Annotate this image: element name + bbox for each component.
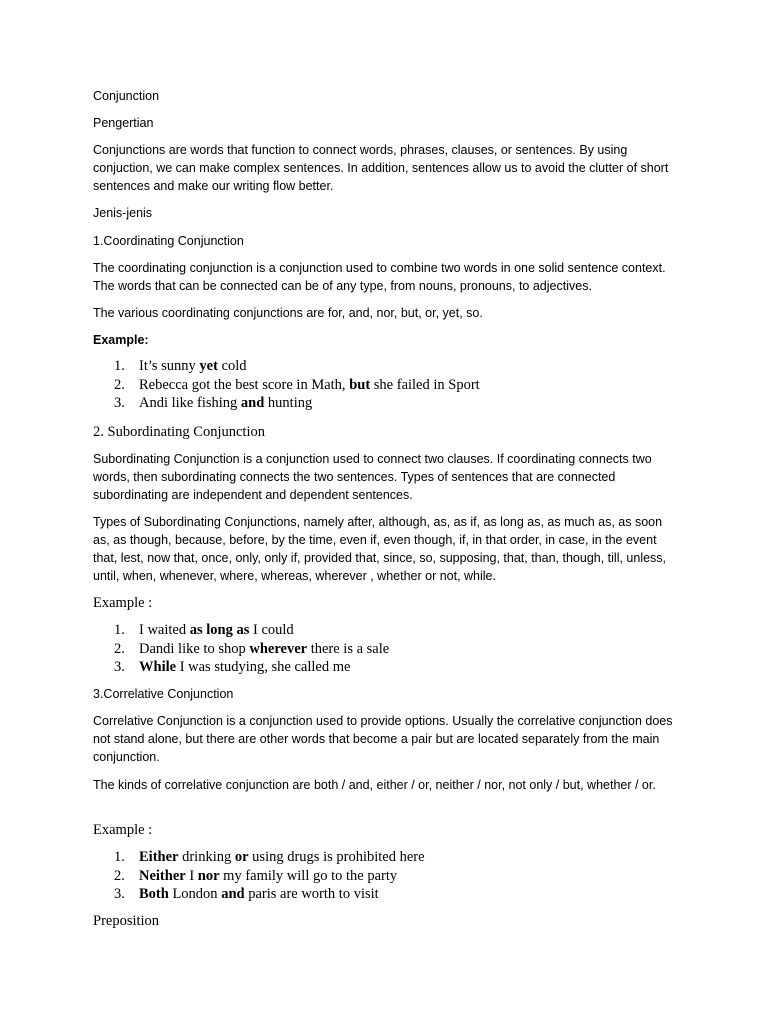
list-number: 3. [114,395,125,411]
pengertian-paragraph: Conjunctions are words that function to connect words, phrases, clauses, or sentences. By using conjuction, we can make complex sentences. In addition, sentences allow us to avoid the clutter of short sentences and make our writing flow better. [93,143,669,193]
subordinating-example-label: Example : [93,595,153,611]
coordinating-example-label: Example: [93,333,149,347]
list-item: 3. Andi like fishing and hunting [114,395,313,411]
preposition-heading: Preposition [93,913,160,929]
subordinating-heading: 2. Subordinating Conjunction [93,424,265,440]
coordinating-list-paragraph: The various coordinating conjunctions are for, and, nor, but, or, yet, so. [93,306,483,320]
list-number: 2. [114,867,125,884]
conjunction-word: yet [199,358,218,374]
doc-title: Conjunction [93,89,160,103]
coordinating-example-list [93,357,480,413]
conjunction-word: and [240,395,265,411]
conjunction-word: nor [197,867,220,884]
list-item: 3. Both London and paris are worth to visit [114,886,379,902]
subordinating-paragraph: Subordinating Conjunction is a conjunction used to connect two clauses. If coordinating connects two words, then subordinating connects the two sentences. Types of sentences that are connected subordinating are independent and dependent sentences. [93,452,652,502]
conjunction-word: as long as [189,622,250,638]
list-number: 2. [114,376,125,393]
correlative-example-label: Example : [93,822,153,838]
list-number: 3. [114,659,125,675]
list-item: 1. It’s sunny yet cold [114,358,247,374]
subordinating-list-paragraph: Types of Subordinating Conjunctions, namely after, although, as, as if, as long as, as much as, as soon as, as though, because, before, by the time, even if, even though, if, in that order, in case, in the event that, lest, now that, once, only, only if, provided that, since, so, supposing, that, than, though, till, unless, until, when, whenever, where, whereas, wherever , whether or not, while. [93,515,667,583]
conjunction-word: but [349,376,371,393]
list-number: 3. [114,886,125,902]
conjunction-word: Both [139,886,169,902]
list-item: 1. I waited as long as I could [114,622,294,638]
list-number: 1. [114,849,125,865]
jenis-heading: Jenis-jenis [93,206,153,220]
correlative-example-list [93,848,425,904]
correlative-paragraph: Correlative Conjunction is a conjunction used to provide options. Usually the correlative conjunction does not stand alone, but there are other words that become a pair but are located separately from the main conjunction. [93,714,673,764]
list-item: 1. Either drinking or using drugs is prohibited here [114,849,425,865]
coordinating-paragraph: The coordinating conjunction is a conjunction used to combine two words in one solid sentence context. The words that can be connected can be of any type, from nouns, pronouns, to adjectives. [93,261,666,293]
list-item: 2. Dandi like to shop wherever there is a sale [114,640,390,657]
list-item: 3. While I was studying, she called me [114,659,351,675]
list-item: 2. Rebecca got the best score in Math, but she failed in Sport [114,376,480,393]
list-item: 2. Neither I nor my family will go to the party [114,867,398,884]
conjunction-word: wherever [249,640,308,657]
subordinating-example-list [93,621,389,677]
conjunction-word: and [221,886,245,902]
list-number: 1. [114,358,125,374]
correlative-heading: 3.Correlative Conjunction [93,687,234,701]
coordinating-heading: 1.Coordinating Conjunction [93,234,244,248]
conjunction-word: or [234,849,249,865]
list-number: 2. [114,640,125,657]
list-number: 1. [114,622,125,638]
conjunction-word: Neither [139,867,186,884]
pengertian-heading: Pengertian [93,116,154,130]
correlative-list-paragraph: The kinds of correlative conjunction are both / and, either / or, neither / nor, not only / but, whether / or. [93,778,656,792]
conjunction-word: Either [139,849,179,865]
conjunction-word: While [139,659,177,675]
